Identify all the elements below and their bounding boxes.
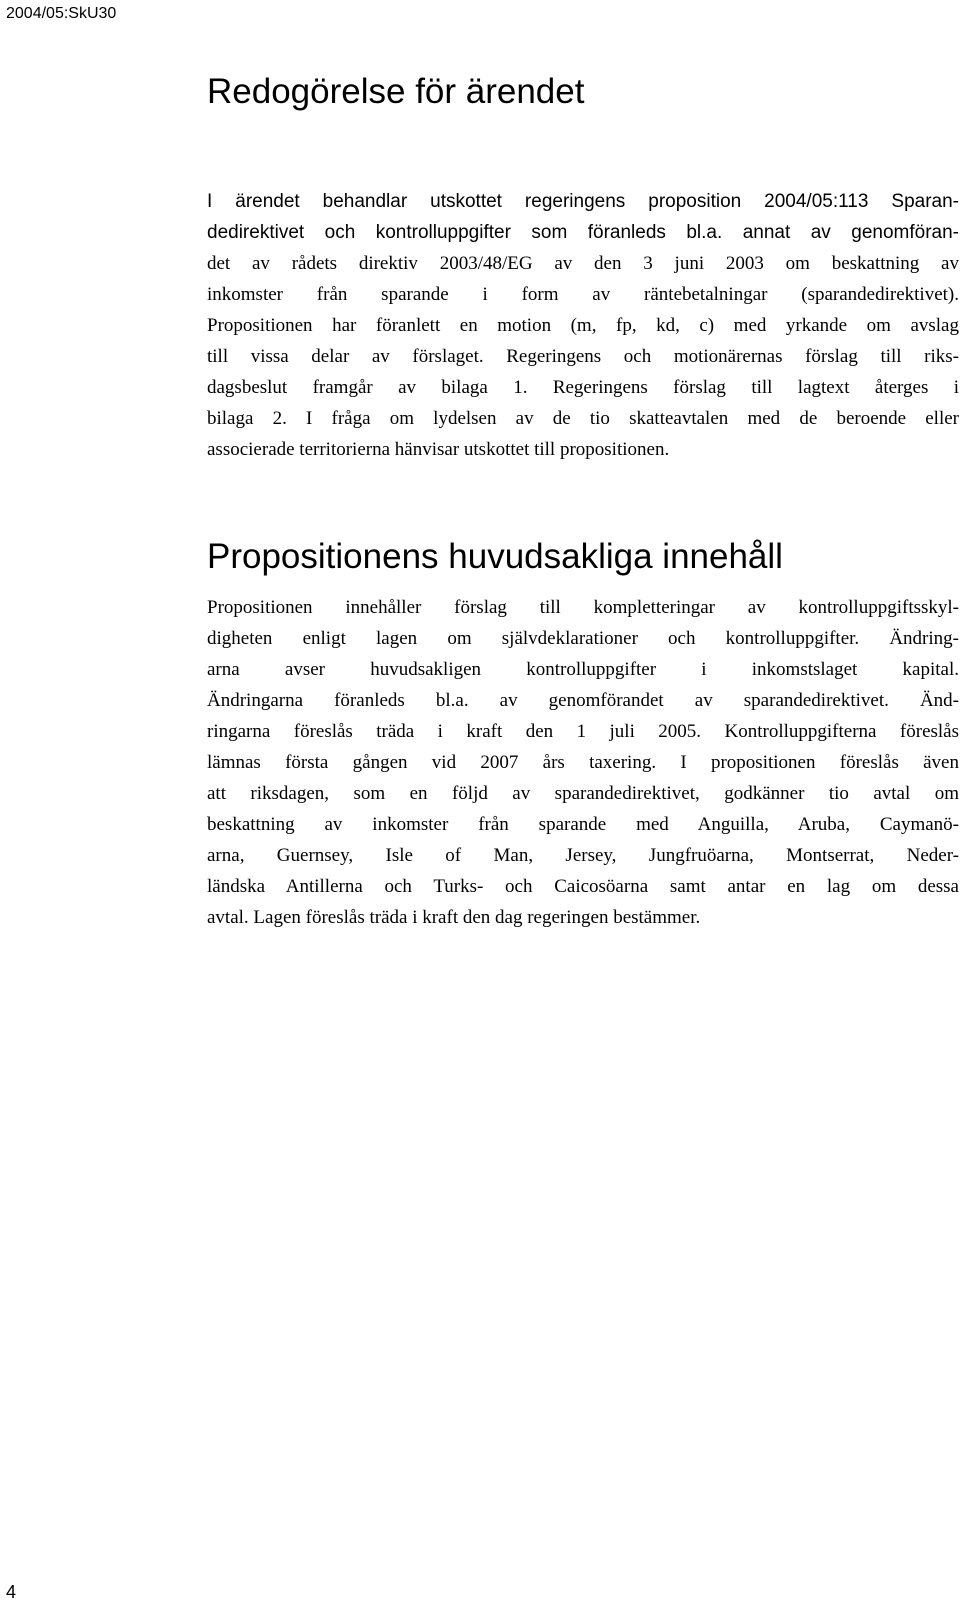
paragraph-line: arna, Guernsey, Isle of Man, Jersey, Jungfruöarna, Montserrat, Neder-	[207, 845, 959, 866]
paragraph-line: inkomster från sparande i form av räntebetalningar (sparandedirektivet).	[207, 284, 959, 305]
paragraph-line: avtal. Lagen föreslås träda i kraft den dag regeringen bestämmer.	[207, 907, 701, 928]
paragraph-line: digheten enligt lagen om självdeklarationer och kontrolluppgifter. Ändring-	[207, 628, 959, 649]
paragraph-line: ringarna föreslås träda i kraft den 1 juli 2005. Kontrolluppgifterna föreslås	[207, 721, 959, 742]
section-heading-huvudsakliga-innehall: Propositionens huvudsakliga innehåll	[207, 537, 783, 576]
paragraph-line: beskattning av inkomster från sparande med Anguilla, Aruba, Caymanö-	[207, 814, 959, 835]
paragraph-line: bilaga 2. I fråga om lydelsen av de tio skatteavtalen med de beroende eller	[207, 408, 959, 429]
paragraph-line: Ändringarna föranleds bl.a. av genomförandet av sparandedirektivet. Änd-	[207, 690, 959, 711]
paragraph-huvudsakliga-innehall	[207, 592, 959, 933]
section-heading-redogorelse: Redogörelse för ärendet	[207, 72, 585, 111]
paragraph-redogorelse	[207, 186, 959, 465]
paragraph-line: Propositionen har föranlett en motion (m, fp, kd, c) med yrkande om avslag	[207, 315, 959, 336]
paragraph-line: dedirektivet och kontrolluppgifter som föranleds bl.a. annat av genomföran-	[207, 222, 959, 243]
paragraph-line: dagsbeslut framgår av bilaga 1. Regeringens förslag till lagtext återges i	[207, 377, 959, 398]
paragraph-line: Propositionen innehåller förslag till kompletteringar av kontrolluppgiftsskyl-	[207, 597, 959, 618]
page-number: 4	[6, 1582, 17, 1602]
paragraph-line: till vissa delar av förslaget. Regeringens och motionärernas förslag till riks-	[207, 346, 959, 367]
paragraph-line: det av rådets direktiv 2003/48/EG av den 3 juni 2003 om beskattning av	[207, 253, 959, 274]
paragraph-line: ländska Antillerna och Turks- och Caicosöarna samt antar en lag om dessa	[207, 876, 959, 897]
paragraph-line: lämnas första gången vid 2007 års taxering. I propositionen föreslås även	[207, 752, 959, 773]
paragraph-line: associerade territorierna hänvisar utskottet till propositionen.	[207, 439, 670, 460]
document-id: 2004/05:SkU30	[6, 5, 117, 22]
paragraph-line: arna avser huvudsakligen kontrolluppgifter i inkomstslaget kapital.	[207, 659, 959, 680]
paragraph-line: I ärendet behandlar utskottet regeringens proposition 2004/05:113 Sparan-	[207, 191, 959, 212]
paragraph-line: att riksdagen, som en följd av sparandedirektivet, godkänner tio avtal om	[207, 783, 959, 804]
